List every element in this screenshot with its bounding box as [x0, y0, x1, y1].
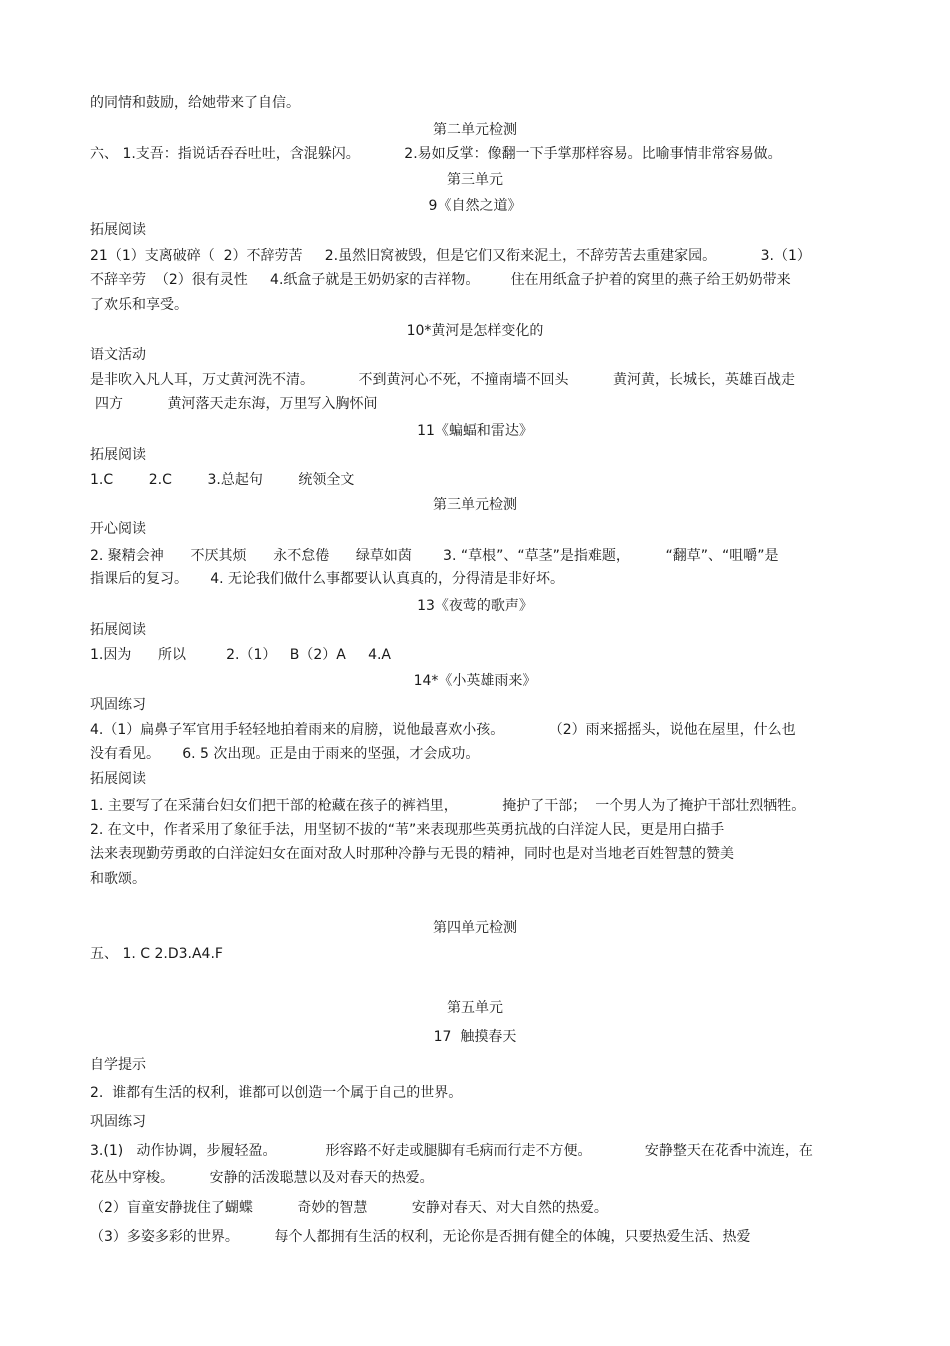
text-line: 法来表现勤劳勇敢的白洋淀妇女在面对敌人时那种冷静与无畏的精神，同时也是对当地老百姓智慧的赞美 [90, 846, 734, 862]
subheading: 拓展阅读 [90, 622, 146, 638]
text-line: （2）盲童安静拢住了蝴蝶 奇妙的智慧 安静对春天、对大自然的热爱。 [90, 1200, 608, 1216]
text-line: 1.因为 所以 2.（1） B（2）A 4.A [90, 647, 391, 663]
text-line: 2. 聚精会神 不厌其烦 永不怠倦 绿草如茵 3. “草根”、“草茎”是指难题， “翻草”、“咀嚼”是 [90, 548, 779, 564]
text-line: 3.(1) 动作协调，步履轻盈。 形容路不好走或腿脚有毛病而行走不方便。 安静整天在花香中流连，在 [90, 1143, 813, 1159]
lesson-title: 13《夜莺的歌声》 [417, 598, 533, 614]
text-line: 4.（1）扁鼻子军官用手轻轻地拍着雨来的肩膀，说他最喜欢小孩。 （2）雨来摇摇头，说他在屋里，什么也 [90, 722, 796, 738]
section-heading: 第二单元检测 [433, 122, 517, 138]
lesson-title: 10*黄河是怎样变化的 [406, 323, 544, 339]
subheading: 语文活动 [90, 347, 146, 363]
lesson-title: 17 触摸春天 [433, 1029, 517, 1045]
lesson-title: 14*《小英雄雨来》 [413, 673, 537, 689]
subheading: 自学提示 [90, 1057, 146, 1073]
text-line: 1.C 2.C 3.总起句 统领全文 [90, 472, 355, 488]
lesson-title: 11《蝙蝠和雷达》 [417, 423, 533, 439]
section-heading: 第五单元 [447, 1000, 503, 1016]
subheading: 拓展阅读 [90, 447, 146, 463]
text-line: 没有看见。 6. 5 次出现。正是由于雨来的坚强，才会成功。 [90, 746, 480, 762]
text-line: 五、 1. C 2.D3.A4.F [90, 946, 223, 962]
text-line: （3）多姿多彩的世界。 每个人都拥有生活的权利，无论你是否拥有健全的体魄，只要热爱生活、热爱 [90, 1229, 751, 1245]
text-line: 不辞辛劳 （2）很有灵性 4.纸盒子就是王奶奶家的吉祥物。 住在用纸盒子护着的窝里的燕子给王奶奶带来 [90, 272, 791, 288]
subheading: 拓展阅读 [90, 222, 146, 238]
text-line: 2. 谁都有生活的权利，谁都可以创造一个属于自己的世界。 [90, 1085, 463, 1101]
section-heading: 第三单元检测 [433, 497, 517, 513]
text-line: 的同情和鼓励，给她带来了自信。 [90, 95, 300, 111]
text-line: 2. 在文中，作者采用了象征手法，用坚韧不拔的“苇”来表现那些英勇抗战的白洋淀人民，更是用白描手 [90, 822, 725, 838]
section-heading: 第四单元检测 [433, 920, 517, 936]
text-line: 花丛中穿梭。 安静的活泼聪慧以及对春天的热爱。 [90, 1170, 434, 1186]
text-line: 了欢乐和享受。 [90, 297, 188, 313]
text-line: 1. 主要写了在采蒲台妇女们把干部的枪藏在孩子的裤裆里， 掩护了干部； 一个男人为了掩护干部壮烈牺牲。 [90, 798, 806, 814]
text-line: 四方 黄河落天走东海，万里写入胸怀间 [95, 396, 378, 412]
text-line: 是非吹入凡人耳，万丈黄河洗不清。 不到黄河心不死，不撞南墙不回头 黄河黄，长城长，英雄百战走 [90, 372, 796, 388]
text-line: 和歌颂。 [90, 871, 146, 887]
subheading: 拓展阅读 [90, 771, 146, 787]
subheading: 巩固练习 [90, 697, 146, 713]
subheading: 开心阅读 [90, 521, 146, 537]
text-line: 六、 1.支吾：指说话吞吞吐吐，含混躲闪。 2.易如反掌：像翻一下手掌那样容易。比喻事情非常容易做。 [90, 146, 782, 162]
subheading: 巩固练习 [90, 1114, 146, 1130]
text-line: 指课后的复习。 4. 无论我们做什么事都要认认真真的，分得清是非好坏。 [90, 571, 565, 587]
text-line: 21（1）支离破碎（ 2）不辞劳苦 2.虽然旧窝被毁，但是它们又衔来泥土，不辞劳苦去重建家园。 3.（1） [90, 248, 811, 264]
section-heading: 第三单元 [447, 172, 503, 188]
lesson-title: 9《自然之道》 [428, 198, 522, 214]
